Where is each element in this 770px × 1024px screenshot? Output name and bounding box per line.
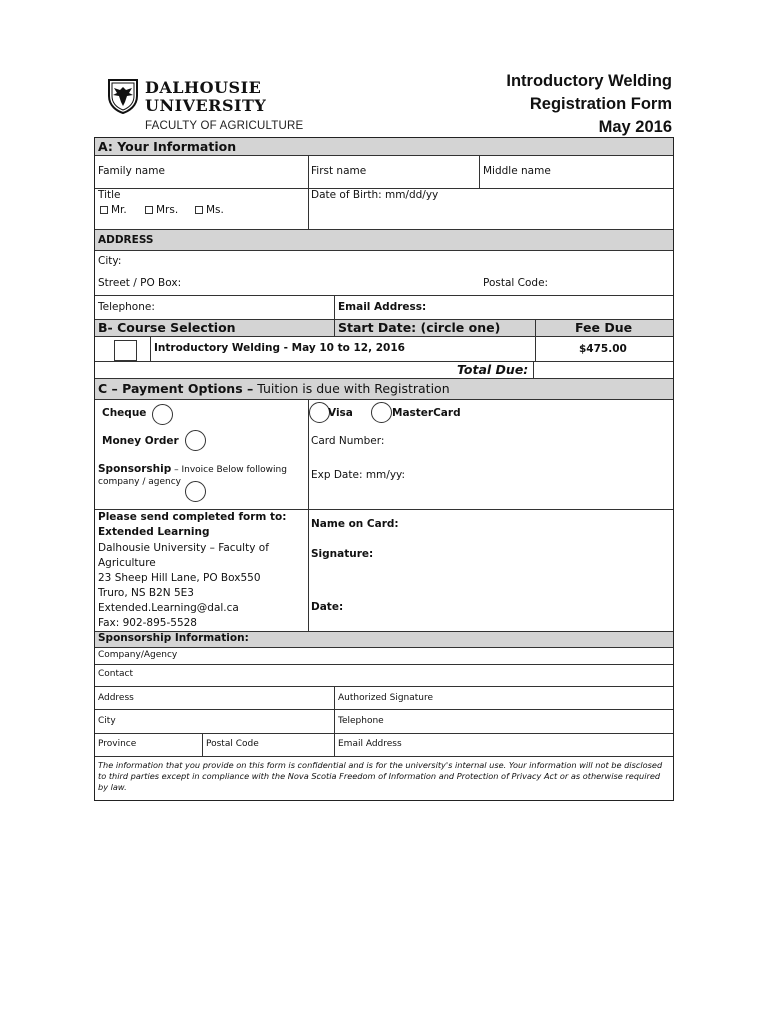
course-select-box[interactable] — [114, 340, 137, 361]
checkbox-icon — [145, 206, 153, 214]
title-option-ms[interactable]: Ms. — [195, 204, 224, 216]
visa-label: Visa — [328, 407, 353, 419]
checkbox-icon — [195, 206, 203, 214]
middle-name-field[interactable]: Middle name — [483, 165, 551, 177]
address-band — [95, 230, 673, 250]
authorized-signature-field[interactable]: Authorized Signature — [338, 693, 434, 703]
privacy-notice: The information that you provide on this form is confidential and is for the university's internal use. Your information will not be disclosed to third parties except in compliance with the Nova Scotia Freedom of Information and Protection of Privacy Act or as otherwise required by law. — [98, 760, 663, 792]
send-to-address: Dalhousie University – Faculty of Agriculture 23 Sheep Hill Lane, PO Box550 Truro, NS B2N 5E3 Extended.Learning@dal.ca Fax: 902-895-5528 — [98, 542, 269, 629]
mastercard-label: MasterCard — [392, 407, 461, 419]
fee-due-heading: Fee Due — [575, 320, 633, 335]
registration-form — [94, 137, 674, 801]
street-field[interactable]: Street / PO Box: — [98, 277, 182, 289]
title-option-mr[interactable]: Mr. — [100, 204, 127, 216]
sponsor-email-field[interactable]: Email Address — [338, 739, 402, 749]
signature-field[interactable]: Signature: — [311, 548, 374, 560]
mastercard-radio[interactable] — [371, 402, 392, 423]
money-order-radio[interactable] — [185, 430, 206, 451]
form-title-line2: Registration Form — [529, 95, 672, 113]
form-title-line1: Introductory Welding — [506, 72, 672, 90]
contact-field[interactable]: Contact — [98, 669, 134, 679]
logo-name-line2: UNIVERSITY — [145, 96, 267, 115]
email-field[interactable]: Email Address: — [338, 301, 427, 313]
sponsorship-radio[interactable] — [185, 481, 206, 502]
sponsorship-note: company / agency — [98, 477, 181, 487]
sponsor-address-field[interactable]: Address — [98, 693, 134, 703]
family-name-field[interactable]: Family name — [98, 165, 165, 177]
title-option-mrs[interactable]: Mrs. — [145, 204, 178, 216]
visa-radio[interactable] — [309, 402, 330, 423]
sponsor-postal-code-field[interactable]: Postal Code — [206, 739, 259, 749]
address-heading: ADDRESS — [98, 234, 154, 246]
course-name: Introductory Welding - May 10 to 12, 2016 — [154, 342, 405, 354]
form-title-line3: May 2016 — [598, 118, 672, 136]
province-field[interactable]: Province — [98, 739, 137, 749]
date-field[interactable]: Date: — [311, 601, 344, 613]
city-field[interactable]: City: — [98, 255, 122, 267]
university-logo — [107, 78, 307, 134]
course-fee: $475.00 — [579, 343, 627, 355]
postal-code-field[interactable]: Postal Code: — [483, 277, 549, 289]
section-a-heading: A: Your Information — [98, 139, 237, 154]
money-order-label: Money Order — [102, 435, 179, 447]
start-date-heading: Start Date: (circle one) — [338, 320, 501, 335]
date-of-birth-field[interactable]: Date of Birth: mm/dd/yy — [311, 189, 439, 201]
cheque-label: Cheque — [102, 407, 147, 419]
cheque-radio[interactable] — [152, 404, 173, 425]
sponsorship-label: Sponsorship – Invoice Below following — [98, 463, 287, 475]
card-number-field[interactable]: Card Number: — [311, 435, 385, 447]
title-label: Title — [98, 189, 121, 201]
sponsor-city-field[interactable]: City — [98, 716, 116, 726]
company-agency-field[interactable]: Company/Agency — [98, 650, 178, 660]
exp-date-field[interactable]: Exp Date: mm/yy: — [311, 469, 406, 481]
telephone-field[interactable]: Telephone: — [98, 301, 155, 313]
section-b-heading: B- Course Selection — [98, 320, 236, 335]
university-crest-icon — [107, 78, 139, 114]
checkbox-icon — [100, 206, 108, 214]
logo-name-line1: DALHOUSIE — [145, 78, 262, 97]
name-on-card-field[interactable]: Name on Card: — [311, 518, 399, 530]
first-name-field[interactable]: First name — [311, 165, 367, 177]
send-to-label: Please send completed form to: — [98, 511, 287, 523]
form-title — [506, 70, 672, 139]
send-to-org: Extended Learning — [98, 526, 210, 538]
sponsorship-info-heading: Sponsorship Information: — [98, 632, 249, 644]
logo-faculty: FACULTY OF AGRICULTURE — [145, 120, 304, 132]
total-due-label: Total Due: — [457, 362, 529, 377]
send-to-email: Extended.Learning@dal.ca — [98, 602, 239, 614]
section-c-heading: C – Payment Options – Tuition is due with Registration — [98, 381, 450, 396]
sponsor-telephone-field[interactable]: Telephone — [338, 716, 384, 726]
